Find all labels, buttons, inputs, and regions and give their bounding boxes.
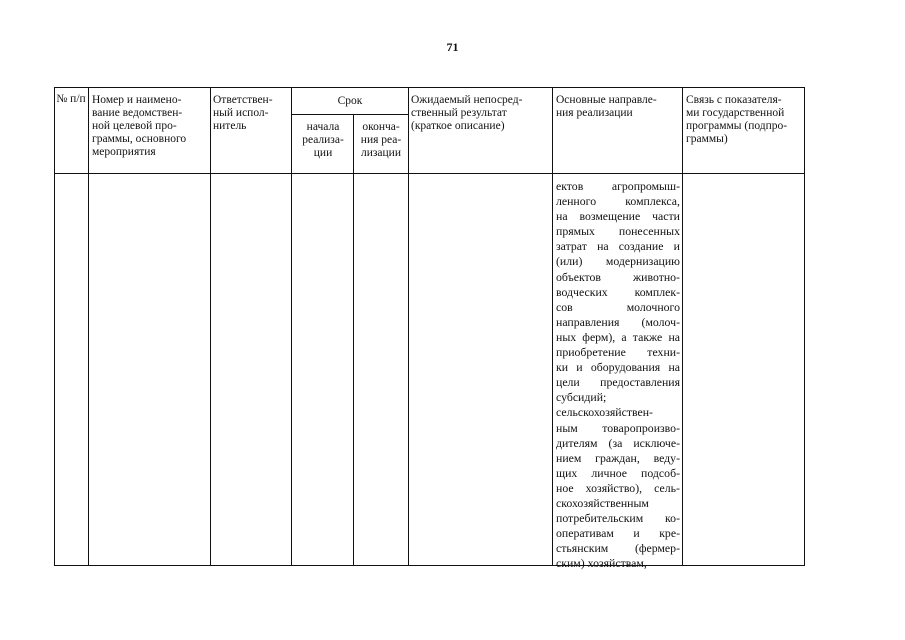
col-border-1 [88, 87, 89, 566]
page-number: 71 [446, 40, 459, 54]
header-line: Основные направле- [556, 94, 657, 106]
directions-line: потребительским ко- [556, 511, 680, 526]
directions-line: ектов агропромыш- [556, 179, 680, 193]
directions-line: ное хозяйство), сель- [556, 480, 680, 495]
header-srok [292, 95, 408, 108]
header-number-text: № п/п [56, 93, 86, 105]
header-line: оконча- [362, 121, 400, 133]
directions-line: скохозяйственным [556, 495, 649, 510]
directions-line: направления (молоч- [556, 314, 680, 329]
header-responsible [213, 94, 290, 133]
table-top-border [54, 87, 805, 88]
header-indicators [686, 94, 804, 146]
col-border-2 [210, 87, 211, 566]
header-number [56, 93, 86, 106]
header-line: лизации [360, 147, 401, 159]
col-border-7 [682, 87, 683, 566]
directions-line: щих личное подсоб- [556, 465, 680, 480]
header-line: Ожидаемый непосред- [411, 94, 523, 106]
header-line: Связь с показателя- [686, 94, 782, 106]
table-bottom-border [54, 565, 805, 566]
directions-line: ных ферм), а также на [556, 329, 680, 344]
header-bottom-border [54, 173, 805, 174]
col-border-5 [408, 87, 409, 566]
directions-line: затрат на создание и [556, 239, 680, 254]
directions-line: сов молочного [556, 299, 680, 314]
directions-line: ским) хозяйствам, [556, 556, 647, 571]
col-border-6 [552, 87, 553, 566]
directions-line: субсидий; [556, 390, 607, 405]
header-line: мероприятия [92, 146, 156, 158]
header-line: нитель [213, 120, 247, 132]
header-line: программы (подпро- [686, 120, 788, 132]
header-program-name [92, 94, 209, 159]
col-border-8 [804, 87, 805, 566]
header-end [354, 121, 408, 160]
directions-line: оперативам и кре- [556, 526, 680, 541]
header-line: граммы, основного [92, 133, 187, 145]
header-line: Ответствен- [213, 94, 273, 106]
directions-line: приобретение техни- [556, 345, 680, 360]
directions-line: на возмещение части [556, 209, 680, 224]
header-line: ния реа- [360, 134, 402, 146]
col-border-4 [353, 114, 354, 566]
directions-line: стьянским (фермер- [556, 541, 680, 556]
directions-line: водческих комплек- [556, 284, 680, 299]
header-line: вание ведомствен- [92, 107, 183, 119]
directions-line: ки и оборудования на [556, 360, 680, 375]
header-srok-text: Срок [337, 95, 363, 107]
header-line: ния реализации [556, 107, 633, 119]
header-start [293, 121, 353, 160]
header-line: ный испол- [213, 107, 269, 119]
header-line: реализа- [302, 134, 344, 146]
header-line: ной целевой про- [92, 120, 177, 132]
directions-line: цели предоставления [556, 375, 680, 390]
directions-line: ным товаропроизво- [556, 420, 680, 435]
directions-line: сельскохозяйствен- [556, 405, 653, 420]
col-border-3 [291, 87, 292, 566]
header-line: Номер и наимено- [92, 94, 182, 106]
directions-line: (или) модернизацию [556, 254, 680, 269]
header-line: (краткое описание) [411, 120, 505, 132]
header-line: ции [313, 147, 333, 159]
header-line: начала [306, 121, 340, 133]
directions-cell-text [556, 179, 680, 571]
col-border-0 [54, 87, 55, 566]
directions-line: объектов животно- [556, 269, 680, 284]
header-line: граммы) [686, 133, 728, 145]
directions-line: прямых понесенных [556, 224, 680, 239]
srok-divider [292, 114, 408, 115]
header-line: ми государственной [686, 107, 785, 119]
header-expected-result [411, 94, 551, 133]
directions-line: ленного комплекса, [556, 194, 680, 209]
directions-line: дителям (за исключе- [556, 435, 680, 450]
header-directions [556, 94, 681, 120]
directions-line: нием граждан, веду- [556, 450, 680, 465]
header-line: ственный результат [411, 107, 507, 119]
